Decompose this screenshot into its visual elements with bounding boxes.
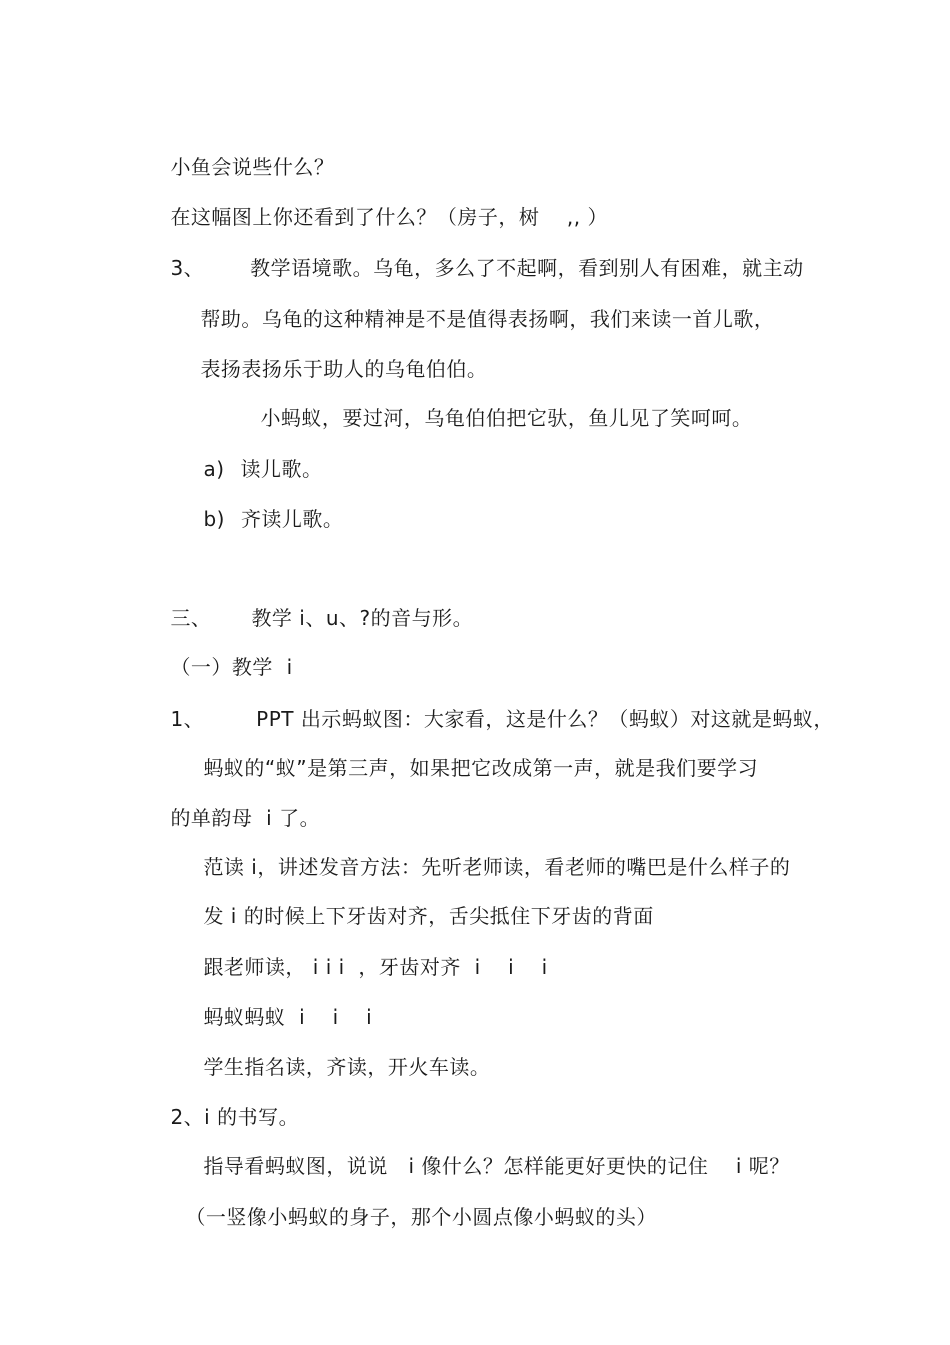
sub-item bbox=[176, 480, 343, 558]
item-number: 1、 bbox=[170, 707, 205, 731]
line-text: （一）教学 i bbox=[170, 655, 293, 679]
item-number: b) bbox=[203, 507, 225, 531]
section-number: 三、 bbox=[170, 606, 212, 630]
line-text: 学生指名读，齐读，开火车读。 bbox=[203, 1055, 491, 1079]
line-text: 小鱼会说些什么？ bbox=[170, 155, 335, 179]
line-text: 帮助。乌龟的这种精神是不是值得表扬啊，我们来读一首儿歌， bbox=[200, 307, 775, 331]
line-text: 在这幅图上你还看到了什么？（房子，树 ,, ） bbox=[170, 205, 608, 229]
line-text: 2、i 的书写。 bbox=[170, 1105, 300, 1129]
line-text: 跟老师读， i i i ，牙齿对齐 i i i bbox=[203, 955, 548, 979]
line-text: （一竖像小蚂蚁的身子，那个小圆点像小蚂蚁的头） bbox=[185, 1205, 657, 1229]
line-text: 指导看蚂蚁图，说说 i 像什么？怎样能更好更快的记住 i 呢？ bbox=[203, 1154, 790, 1178]
item-text: 教学语境歌。乌龟，多么了不起啊，看到别人有困难，就主动 bbox=[250, 256, 804, 280]
item-text: 齐读儿歌。 bbox=[240, 507, 344, 531]
section-title: 教学 i、u、?的音与形。 bbox=[251, 606, 474, 630]
line-text: 的单韵母 i 了。 bbox=[170, 806, 321, 830]
item-number: a) bbox=[203, 457, 225, 481]
item-text: 读儿歌。 bbox=[240, 457, 323, 481]
item-text: PPT 出示蚂蚁图：大家看，这是什么？（蚂蚁）对这就是蚂蚁， bbox=[256, 707, 834, 731]
text-line bbox=[158, 1178, 657, 1256]
line-text: 小蚂蚁，要过河，乌龟伯伯把它驮，鱼儿见了笑呵呵。 bbox=[260, 406, 753, 430]
line-text: 发 i 的时候上下牙齿对齐，舌尖抵住下牙齿的背面 bbox=[203, 904, 654, 928]
line-text: 蚂蚁的“蚁”是第三声，如果把它改成第一声，就是我们要学习 bbox=[203, 756, 759, 780]
item-number: 3、 bbox=[170, 256, 205, 280]
line-text: 范读 i，讲述发音方法：先听老师读，看老师的嘴巴是什么样子的 bbox=[203, 855, 791, 879]
line-text: 蚂蚁蚂蚁 i i i bbox=[203, 1005, 373, 1029]
line-text: 表扬表扬乐于助人的乌龟伯伯。 bbox=[200, 357, 488, 381]
